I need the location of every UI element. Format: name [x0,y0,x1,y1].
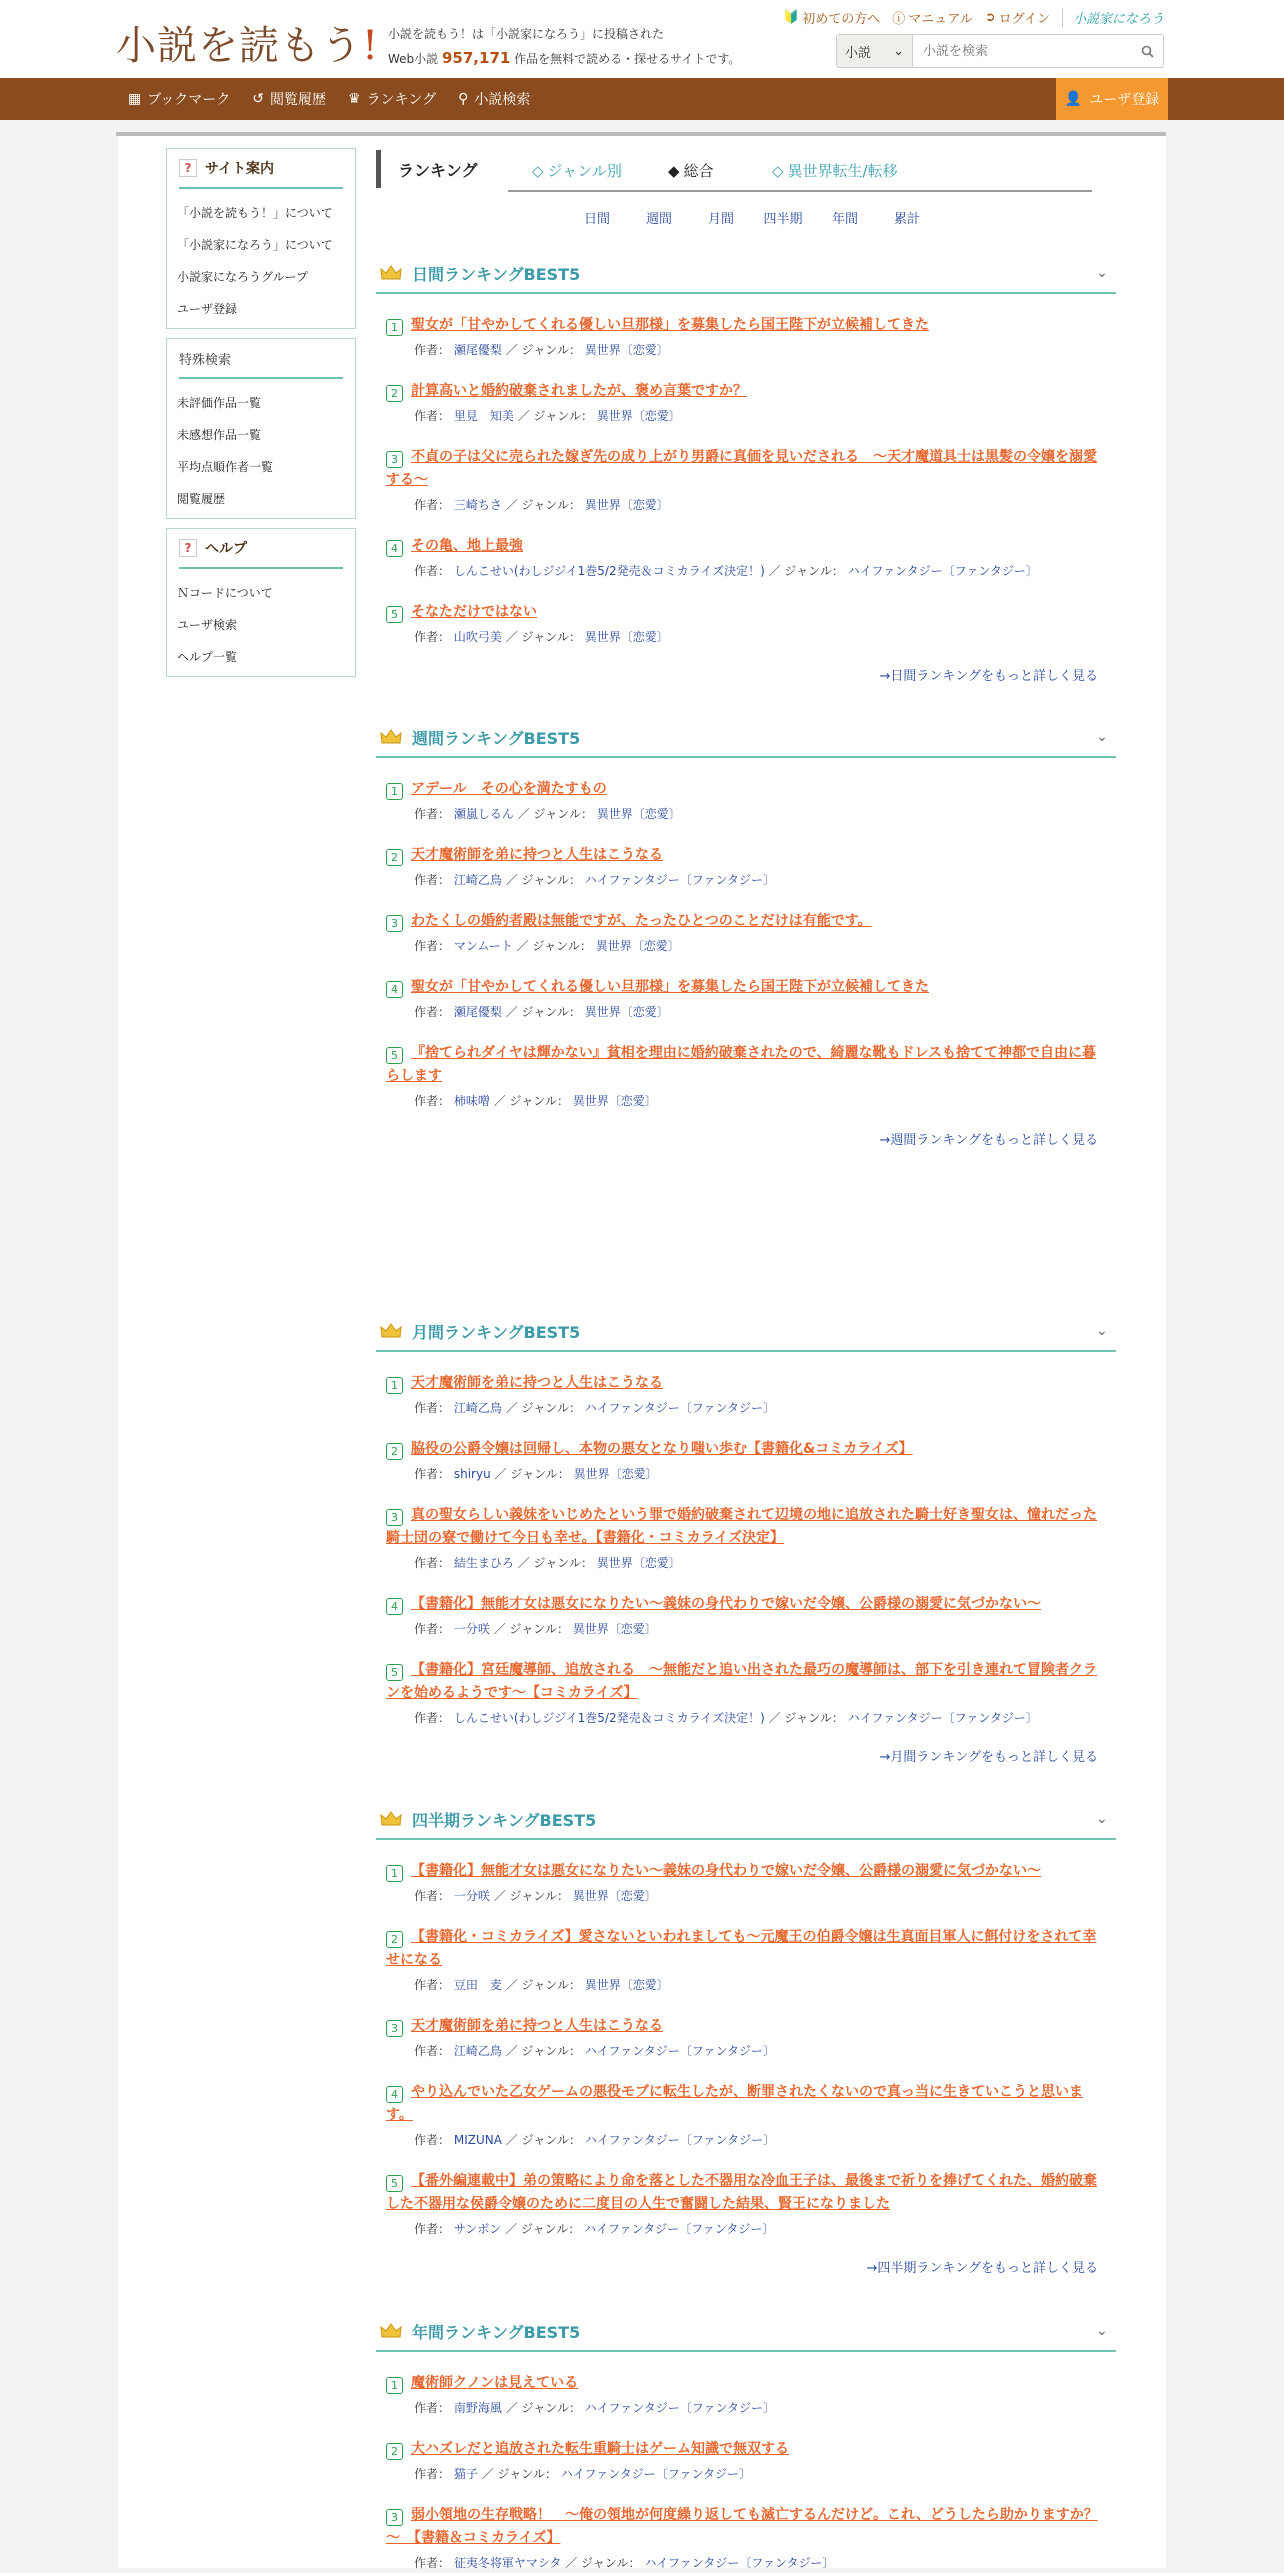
ranking-item [376,2438,1116,2484]
author-label: 作者： [414,1711,451,1725]
rank-badge: 5 [386,2175,403,2192]
genre-label: ／ ジャンル： [505,2222,581,2236]
site-tagline: 小説を読もう！は「小説家になろう」に投稿された Web小説 957,171 作品を無料で読める・探せるサイトです。 [388,27,741,67]
top-links [783,8,1164,27]
chevron-down-icon[interactable]: ⌄ [1096,2323,1108,2339]
novel-title-link[interactable]: 天才魔術師を弟に持つと人生はこうなる [411,2018,663,2034]
ranking-item [376,601,1116,647]
search-icon: ⚲ [458,91,469,107]
rank-badge: 1 [386,319,403,336]
help-circle-icon: ⓘ [892,12,906,27]
user-icon: 👤 [1064,91,1083,107]
author-link[interactable]: 江崎乙鳥 [453,2044,502,2058]
site-logo[interactable]: 小説を読もう! [116,23,380,69]
novel-meta [386,936,1106,956]
sidebar-item-register[interactable]: ユーザ登録 [177,301,238,316]
author-link[interactable]: 一分咲 [453,1889,490,1903]
ranking-item [376,1593,1116,1639]
novel-title-link[interactable]: 『捨てられダイヤは輝かない』貧相を理由に婚約破棄されたので、綺麗な靴もドレスも捨てて神都で自由に暮らします [386,1045,1097,1084]
rank-badge: 3 [386,915,403,932]
author-link[interactable]: 三崎ちさ [453,498,502,512]
novel-title-link[interactable]: 真の聖女らしい義妹をいじめたという罪で婚約破棄されて辺境の地に追放された騎士好き聖女は、憧れだった騎士団の寮で働けて今日も幸せ。【書籍化・コミカライズ決定】 [386,1507,1097,1546]
genre-link[interactable]: 異世界〔恋愛〕 [595,939,680,953]
ranking-section-yearly [376,2312,1116,2573]
chevron-down-icon[interactable]: ⌄ [1096,729,1108,745]
section-header[interactable] [376,254,1116,294]
author-label: 作者： [414,1556,451,1570]
genre-link[interactable]: ハイファンタジー〔ファンタジー〕 [584,1401,775,1415]
crown-icon [380,264,402,282]
sidebar-item-history[interactable]: 閲覧履歴 [177,491,226,506]
ranking-item [376,1926,1116,1995]
novel-title-link[interactable]: わたくしの婚約者殿は無能ですが、たったひとつのことだけは有能です。 [411,913,872,929]
chevron-down-icon[interactable]: ⌄ [1096,1323,1108,1339]
author-label: 作者： [414,1889,451,1903]
sidebar-item-about-yomou[interactable]: 「小説を読もう！」について [177,205,333,220]
search-button[interactable] [1131,35,1163,67]
sidebar-heading: 特殊検索 [179,339,343,379]
author-label: 作者： [414,564,451,578]
author-label: 作者： [414,498,451,512]
novel-title-link[interactable]: 計算高いと婚約破棄されましたが、褒め言葉ですか？ [411,383,747,399]
rank-badge: 1 [386,783,403,800]
genre-link[interactable]: 異世界〔恋愛〕 [596,1556,681,1570]
novel-meta [386,340,1106,360]
ranking-section-quarterly [376,1800,1116,2276]
site-header [0,0,1284,78]
author-label: 作者： [414,1622,451,1636]
nav-ranking[interactable]: ♛ ランキング [348,91,437,108]
novel-meta [386,2464,1106,2484]
author-link[interactable]: 豆田 麦 [453,1978,502,1992]
genre-label: ／ ジャンル： [768,564,844,578]
novel-title-link[interactable]: 聖女が「甘やかしてくれる優しい旦那様」を募集したら国王陛下が立候補してきた [411,979,929,995]
genre-link[interactable]: ハイファンタジー〔ファンタジー〕 [847,564,1038,578]
author-label: 作者： [414,1401,451,1415]
author-label: 作者： [414,939,451,953]
sidebar-item-help-list[interactable]: ヘルプ一覧 [177,649,238,664]
author-link[interactable]: 瀬嵐しるん [453,807,514,821]
ranking-item [376,446,1116,515]
author-link[interactable]: 結生まひろ [453,1556,514,1570]
genre-link[interactable]: 異世界〔恋愛〕 [572,1622,657,1636]
sidebar-site-guide [166,148,356,329]
ranking-section-daily [376,254,1116,684]
author-label: 作者： [414,807,451,821]
genre-label: ／ ジャンル： [493,1622,569,1636]
sidebar-item-group[interactable]: 小説家になろうグループ [177,269,309,284]
period-monthly[interactable]: 月間 [707,212,734,227]
tab-underline [508,190,1092,192]
genre-link[interactable]: 異世界〔恋愛〕 [584,630,669,644]
rank-badge: 2 [386,1443,403,1460]
genre-label: ／ ジャンル： [505,1978,581,1992]
author-link[interactable]: しんこせい(わしジジイ1巻5/2発売＆コミカライズ決定！) [453,1711,765,1725]
sidebar-item-about-narou[interactable]: 「小説家になろう」について [177,237,333,252]
section-header[interactable] [376,718,1116,758]
genre-link[interactable]: ハイファンタジー〔ファンタジー〕 [584,2044,775,2058]
rank-badge: 3 [386,2509,403,2526]
sidebar-item-unrated[interactable]: 未評価作品一覧 [177,395,262,410]
sidebar-item-user-search[interactable]: ユーザ検索 [177,617,238,632]
novel-meta [386,1886,1106,1906]
author-label: 作者： [414,873,451,887]
chevron-down-icon[interactable]: ⌄ [1096,1811,1108,1827]
novel-title-link[interactable]: アデール その心を満たすもの [411,781,607,797]
search-icon [1141,45,1154,58]
author-label: 作者： [414,2556,451,2570]
more-link[interactable]: →四半期ランキングをもっと詳しく見る [866,2261,1098,2276]
genre-label: ／ ジャンル： [505,873,581,887]
genre-link[interactable]: 異世界〔恋愛〕 [584,343,669,357]
novel-title-link[interactable]: 弱小領地の生存戦略！ ～俺の領地が何度繰り返しても滅亡するんだけど。これ、どうしたら助かりますか？～ 【書籍＆コミカライズ】 [386,2507,1098,2546]
sidebar-help [166,528,356,677]
ranking-item [376,1504,1116,1573]
novel-meta [386,406,1106,426]
history-icon: ↺ [252,91,264,107]
sidebar-heading: ? サイト案内 [179,149,343,189]
novel-meta [386,2398,1106,2418]
author-link[interactable]: 猫子 [453,2467,478,2481]
author-link[interactable]: 瀬尾優梨 [453,1005,502,1019]
chevron-down-icon[interactable]: ⌄ [1096,265,1108,281]
genre-link[interactable]: ハイファンタジー〔ファンタジー〕 [584,873,775,887]
rank-badge: 4 [386,981,403,998]
narou-logo-link[interactable]: 小説家になろう [1062,8,1164,27]
rank-badge: 2 [386,1931,403,1948]
author-label: 作者： [414,2133,451,2147]
genre-label: ／ ジャンル： [493,1094,569,1108]
ranking-item [376,778,1116,824]
novel-meta [386,1398,1106,1418]
novel-meta [386,495,1106,515]
more-link[interactable]: →月間ランキングをもっと詳しく見る [879,1750,1098,1765]
section-title: 年間ランキングBEST5 [412,2322,581,2342]
novel-title-link[interactable]: 天才魔術師を弟に持つと人生はこうなる [411,847,663,863]
novel-title-link[interactable]: 【書籍化】無能才女は悪女になりたい～義妹の身代わりで嫁いだ令嬢、公爵様の溺愛に気づかない～ [411,1863,1041,1879]
author-link[interactable]: shiryu [453,1467,491,1481]
beginner-icon: 🔰 [783,10,800,25]
novel-title-link[interactable]: 魔術師クノンは見えている [411,2375,579,2391]
sidebar-special-search [166,338,356,519]
novel-meta [386,1091,1106,1111]
rank-badge: 5 [386,1664,403,1681]
novel-title-link[interactable]: その亀、地上最強 [411,538,523,554]
tab-isekai[interactable]: ◇ 異世界転生/転移 [772,161,898,180]
tab-overall[interactable]: ◆ 総合 [668,161,714,180]
novel-meta [386,1002,1106,1022]
user-register-button[interactable]: 👤 ユーザ登録 [1056,78,1168,120]
novel-meta [386,2553,1106,2573]
author-link[interactable]: サンボン [453,2222,502,2236]
genre-link[interactable]: 異世界〔恋愛〕 [572,1889,657,1903]
login-icon: ➲ [984,10,996,25]
author-link[interactable]: 南野海風 [453,2401,502,2415]
beginner-link[interactable]: 🔰 初めての方へ [783,10,881,27]
period-yearly[interactable]: 年間 [831,212,858,227]
main-container [118,136,1166,2568]
section-header[interactable] [376,1312,1116,1352]
rank-badge: 1 [386,1865,403,1882]
more-link[interactable]: →日間ランキングをもっと詳しく見る [879,669,1098,684]
genre-label: ／ ジャンル： [517,807,593,821]
author-link[interactable]: 一分咲 [453,1622,490,1636]
period-links [566,208,938,227]
ranking-item [376,2081,1116,2150]
period-daily[interactable]: 日間 [583,212,610,227]
section-title: 四半期ランキングBEST5 [412,1810,597,1830]
genre-link[interactable]: 異世界〔恋愛〕 [584,1978,669,1992]
rank-badge: 3 [386,1509,403,1526]
genre-link[interactable]: ハイファンタジー〔ファンタジー〕 [584,2222,775,2236]
more-link[interactable]: →週間ランキングをもっと詳しく見る [879,1133,1098,1148]
author-label: 作者： [414,1467,451,1481]
author-link[interactable]: 山吹弓美 [453,630,502,644]
ranking-section-monthly [376,1312,1116,1765]
novel-meta [386,561,1106,581]
genre-label: ／ ジャンル： [768,1711,844,1725]
question-icon: ? [179,539,197,557]
rank-badge: 1 [386,1377,403,1394]
ranking-item [376,2504,1116,2573]
genre-link[interactable]: ハイファンタジー〔ファンタジー〕 [644,2556,835,2570]
genre-link[interactable]: 異世界〔恋愛〕 [596,409,681,423]
tab-genre[interactable]: ◇ ジャンル別 [532,161,622,180]
main-nav [0,78,1284,120]
nav-bookmark[interactable]: ▦ ブックマーク [128,91,231,108]
ranking-tabs [376,148,1092,190]
novel-title-link[interactable]: 大ハズレだと追放された転生重騎士はゲーム知識で無双する [411,2441,789,2457]
ranking-item [376,844,1116,890]
crown-icon [380,1810,402,1828]
genre-link[interactable]: 異世界〔恋愛〕 [573,1467,658,1481]
genre-link[interactable]: ハイファンタジー〔ファンタジー〕 [847,1711,1038,1725]
ranking-item [376,2372,1116,2418]
genre-label: ／ ジャンル： [517,409,593,423]
author-label: 作者： [414,2222,451,2236]
ranking-item [376,535,1116,581]
novel-meta [386,1708,1106,1728]
genre-label: ／ ジャンル： [493,1889,569,1903]
nav-search[interactable]: ⚲ 小説検索 [458,91,531,108]
ranking-item [376,314,1116,360]
page-title: ランキング [398,161,478,180]
work-count: 957,171 [442,49,511,67]
crown-icon: ♛ [348,91,361,107]
novel-title-link[interactable]: 【書籍化】宮廷魔導師、追放される ～無能だと追い出された最巧の魔導師は、部下を引き連れて冒険者クランを始めるようです～【コミカライズ】 [386,1662,1097,1701]
novel-title-link[interactable]: やり込んでいた乙女ゲームの悪役モブに転生したが、断罪されたくないので真っ当に生きていこうと思います。 [386,2084,1083,2123]
genre-label: ／ ジャンル： [505,2133,582,2147]
crown-icon [380,728,402,746]
nav-history[interactable]: ↺ 閲覧履歴 [252,91,326,108]
novel-title-link[interactable]: 【書籍化・コミカライズ】愛さないといわれましても～元魔王の伯爵令嬢は生真面目軍人に餌付けをされて幸せになる [386,1929,1097,1968]
novel-meta [386,804,1106,824]
question-icon: ? [179,159,197,177]
novel-meta [386,1975,1106,1995]
rank-badge: 4 [386,1598,403,1615]
author-label: 作者： [414,343,451,357]
genre-link[interactable]: 異世界〔恋愛〕 [596,807,681,821]
ranking-item [376,910,1116,956]
genre-link[interactable]: ハイファンタジー〔ファンタジー〕 [560,2467,751,2481]
rank-badge: 1 [386,2377,403,2394]
novel-meta [386,627,1106,647]
section-title: 日間ランキングBEST5 [412,264,581,284]
login-link[interactable]: ➲ ログイン [984,10,1050,27]
author-link[interactable]: しんこせい(わしジジイ1巻5/2発売＆コミカライズ決定！) [453,564,765,578]
genre-label: ／ ジャンル： [494,1467,570,1481]
ranking-item [376,1372,1116,1418]
author-link[interactable]: 柿味噌 [453,1094,490,1108]
author-link[interactable]: MIZUNA [453,2133,502,2147]
ranking-item [376,1438,1116,1484]
genre-label: ／ ジャンル： [505,2044,581,2058]
section-header[interactable] [376,1800,1116,1840]
sidebar-item-avg-author[interactable]: 平均点順作者一覧 [177,459,274,474]
ranking-section-weekly [376,718,1116,1148]
rank-badge: 5 [386,606,403,623]
sidebar-item-no-review[interactable]: 未感想作品一覧 [177,427,262,442]
ranking-item [376,2015,1116,2061]
genre-label: ／ ジャンル： [481,2467,557,2481]
author-link[interactable]: 里見 知美 [453,409,514,423]
author-label: 作者： [414,630,451,644]
novel-title-link[interactable]: そなただけではない [411,604,537,620]
sidebar-heading: ? ヘルプ [179,529,343,569]
author-link[interactable]: 江崎乙鳥 [453,873,502,887]
bookmark-grid-icon: ▦ [128,91,142,107]
genre-link[interactable]: ハイファンタジー〔ファンタジー〕 [584,2401,775,2415]
ranking-item [376,1659,1116,1728]
crown-icon [380,2322,402,2340]
genre-link[interactable]: ハイファンタジー〔ファンタジー〕 [584,2133,776,2147]
author-label: 作者： [414,1094,451,1108]
author-label: 作者： [414,409,451,423]
genre-label: ／ ジャンル： [505,498,581,512]
novel-meta [386,2041,1106,2061]
genre-label: ／ ジャンル： [517,1556,593,1570]
novel-meta [386,2130,1106,2150]
search-input[interactable] [913,35,1131,67]
author-label: 作者： [414,2044,451,2058]
section-title: 週間ランキングBEST5 [412,728,581,748]
rank-badge: 2 [386,849,403,866]
rank-badge: 2 [386,385,403,402]
author-label: 作者： [414,1005,451,1019]
author-link[interactable]: 瀬尾優梨 [453,343,502,357]
novel-meta [386,1619,1106,1639]
author-label: 作者： [414,2401,451,2415]
novel-title-link[interactable]: 天才魔術師を弟に持つと人生はこうなる [411,1375,663,1391]
novel-title-link[interactable]: 【番外編連載中】弟の策略により命を落とした不器用な冷血王子は、最後まで祈りを捧げてくれた、婚約破棄した不器用な侯爵令嬢のために二度目の人生で奮闘した結果、賢王になりました [386,2173,1097,2212]
rank-badge: 3 [386,2020,403,2037]
crown-icon [380,1322,402,1340]
genre-label: ／ ジャンル： [505,1401,581,1415]
genre-label: ／ ジャンル： [505,630,581,644]
genre-label: ／ ジャンル： [516,939,592,953]
period-quarterly[interactable]: 四半期 [763,212,803,227]
ranking-item [376,1860,1116,1906]
section-header[interactable] [376,2312,1116,2352]
genre-label: ／ ジャンル： [505,343,581,357]
author-label: 作者： [414,1978,451,1992]
ranking-item [376,976,1116,1022]
author-link[interactable]: 征夷冬将軍ヤマシタ [453,2556,562,2570]
genre-label: ／ ジャンル： [505,2401,581,2415]
rank-badge: 5 [386,1047,403,1064]
genre-link[interactable]: 異世界〔恋愛〕 [572,1094,657,1108]
genre-label: ／ ジャンル： [505,1005,581,1019]
novel-meta [386,1553,1106,1573]
ranking-item [376,380,1116,426]
rank-badge: 4 [386,540,403,557]
period-weekly[interactable]: 週間 [645,212,672,227]
genre-link[interactable]: 異世界〔恋愛〕 [584,498,669,512]
author-label: 作者： [414,2467,451,2481]
author-link[interactable]: 江崎乙鳥 [453,1401,502,1415]
novel-title-link[interactable]: 脇役の公爵令嬢は回帰し、本物の悪女となり嗤い歩む【書籍化&コミカライズ】 [411,1441,913,1457]
tab-accent-bar [376,150,381,188]
chevron-down-icon: ⌄ [893,43,904,59]
novel-title-link[interactable]: 【書籍化】無能才女は悪女になりたい～義妹の身代わりで嫁いだ令嬢、公爵様の溺愛に気づかない～ [411,1596,1041,1612]
period-cumulative[interactable]: 累計 [893,212,920,227]
ranking-item [376,1042,1116,1111]
search-type-select[interactable]: 小説 ⌄ [837,35,913,67]
genre-label: ／ ジャンル： [565,2556,641,2570]
section-title: 月間ランキングBEST5 [412,1322,581,1342]
genre-link[interactable]: 異世界〔恋愛〕 [584,1005,669,1019]
novel-title-link[interactable]: 聖女が「甘やかしてくれる優しい旦那様」を募集したら国王陛下が立候補してきた [411,317,929,333]
sidebar-item-ncode[interactable]: Ｎコードについて [177,585,273,600]
author-link[interactable]: マンムート [453,939,513,953]
novel-meta [386,2219,1106,2239]
novel-title-link[interactable]: 不貞の子は父に売られた嫁ぎ先の成り上がり男爵に真価を見いだされる 〜天才魔道具士は黒髪の令嬢を溺愛する〜 [386,449,1097,488]
novel-meta [386,870,1106,890]
manual-link[interactable]: ⓘ マニュアル [892,8,973,27]
rank-badge: 4 [386,2086,403,2103]
rank-badge: 3 [386,451,403,468]
search-bar [836,34,1164,68]
novel-meta [386,1464,1106,1484]
rank-badge: 2 [386,2443,403,2460]
ranking-item [376,2170,1116,2239]
